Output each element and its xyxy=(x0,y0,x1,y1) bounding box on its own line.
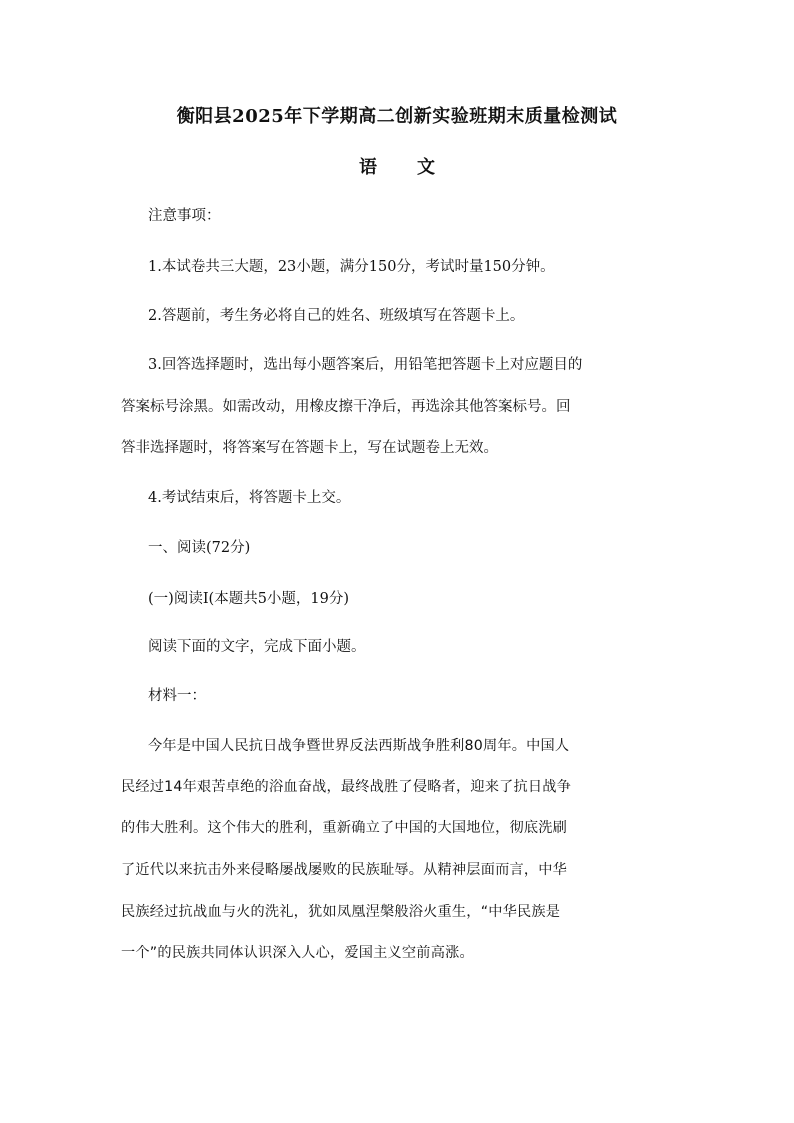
subject-char-2: 文 xyxy=(417,157,435,178)
notice-item-3-line-1: 3.回答选择题时，选出每小题答案后，用铅笔把答题卡上对应题目的 xyxy=(148,357,583,373)
notice-item-3-line-3: 答非选择题时，将答案写在答题卡上，写在试题卷上无效。 xyxy=(121,440,498,456)
exam-title: 衡阳县2025年下学期高二创新实验班期末质量检测试 xyxy=(176,106,618,127)
instruction-text: 阅读下面的文字，完成下面小题。 xyxy=(148,639,366,655)
notice-item-3-line-2: 答案标号涂黑。如需改动，用橡皮擦干净后，再选涂其他答案标号。回 xyxy=(121,399,571,415)
section-heading: 一、阅读(72分) xyxy=(148,540,251,556)
notice-item-2: 2.答题前，考生务必将自己的姓名、班级填写在答题卡上。 xyxy=(148,308,525,324)
material-line-5: 民族经过抗战血与火的洗礼，犹如凤凰涅槃般浴火重生，“中华民族是 xyxy=(121,904,561,920)
subject-char-1: 语 xyxy=(359,157,377,178)
material-label: 材料一： xyxy=(148,688,206,704)
material-line-4: 了近代以来抗击外来侵略屡战屡败的民族耻辱。从精神层面而言，中华 xyxy=(121,862,568,878)
notice-heading: 注意事项： xyxy=(148,208,221,224)
notice-item-1: 1.本试卷共三大题，23小题，满分150分，考试时量150分钟。 xyxy=(148,259,555,275)
material-line-1: 今年是中国人民抗日战争暨世界反法西斯战争胜利80周年。中国人 xyxy=(148,738,570,754)
material-line-3: 的伟大胜利。这个伟大的胜利，重新确立了中国的大国地位，彻底洗刷 xyxy=(121,820,568,836)
notice-item-4: 4.考试结束后，将答题卡上交。 xyxy=(148,490,351,506)
material-line-2: 民经过14年艰苦卓绝的浴血奋战，最终战胜了侵略者，迎来了抗日战争 xyxy=(121,779,572,795)
subsection-heading: (一)阅读Ⅰ(本题共5小题，19分) xyxy=(148,591,350,607)
subject-title xyxy=(0,155,794,181)
material-line-6: 一个”的民族共同体认识深入人心，爱国主义空前高涨。 xyxy=(121,945,474,961)
